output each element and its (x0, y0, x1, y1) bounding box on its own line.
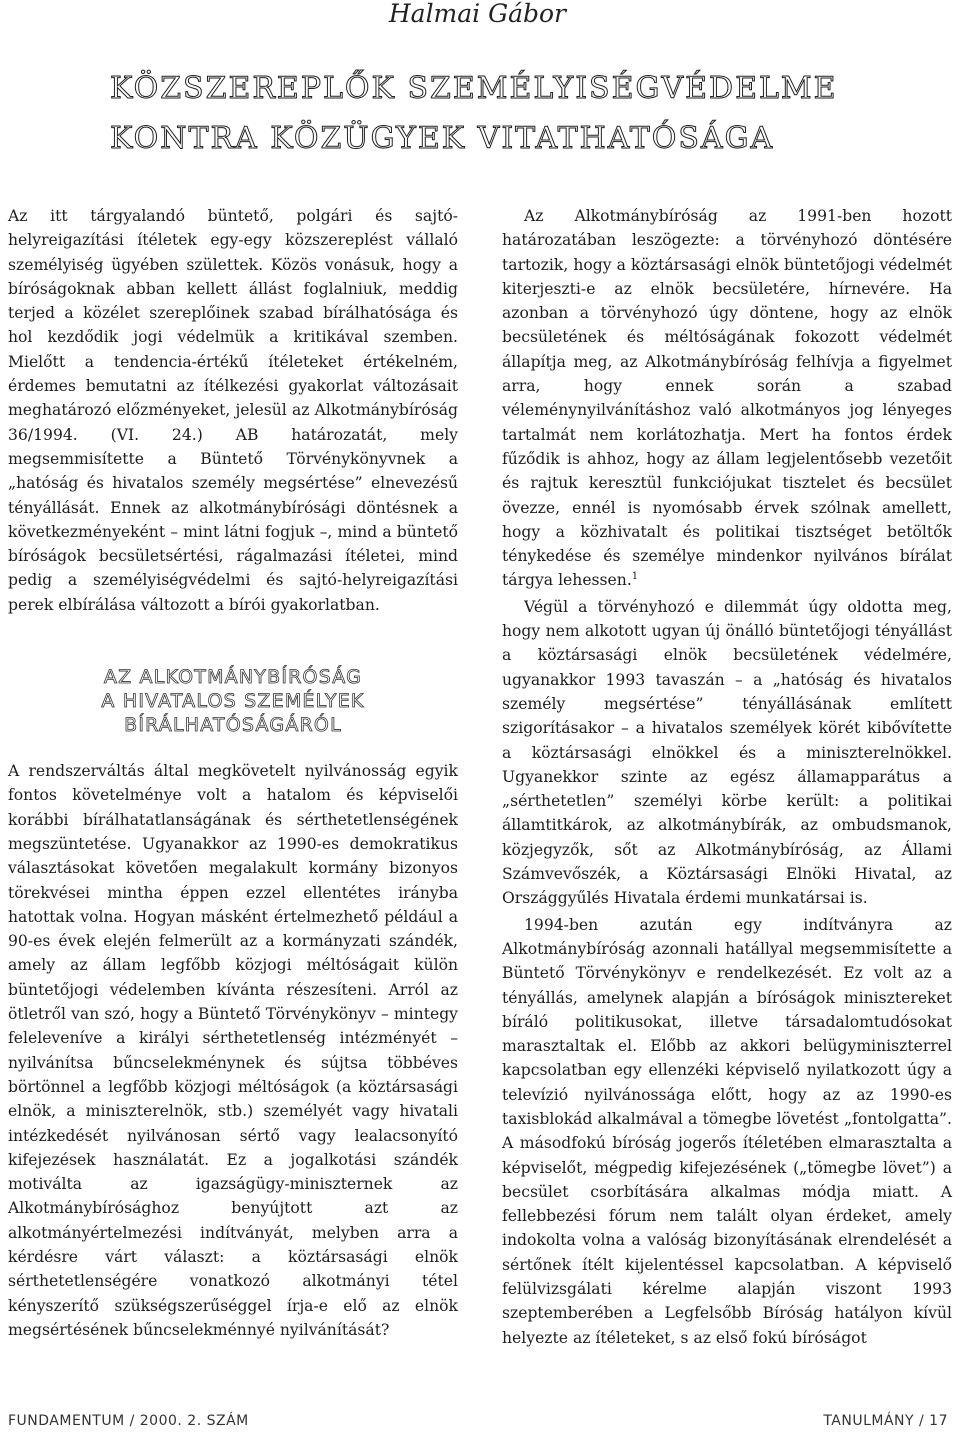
title-line-1: KÖZSZEREPLŐK SZEMÉLYISÉGVÉDELME (110, 71, 838, 106)
section-heading-line-2: A HIVATALOS SZEMÉLYEK (101, 690, 365, 713)
paragraph-1-text: Az Alkotmánybíróság az 1991-ben hozott határozatában leszögezte: a törvényhozó döntésére tartozik, hogy a köztársasági elnök büntetőjogi védelmét kiterjeszti-e az elnök becsületére, hírnevére. Ha azonban a törvényhozó úgy döntene, hogy az elnök becsületének és méltóságának fokozott védelmét állapítja meg, az Alkotmánybíróság felhívja a figyelmet arra, hogy ennek során a szabad véleménynyilvánításhoz való alkotmányos jog lényeges tartalmát nem korlátozhatja. Mert ha fontos érdek fűződik is ahhoz, hogy az állam legjelentősebb vezetőit és rajtuk keresztül funkciójukat tisztelet és becsület övezze, ennél is nyomósabb érvek szólnak amellett, hogy a közhivatalt és politikai tisztséget betöltők ténykedése és személye mindenkor nyilvános bírálat tárgya lehessen. (502, 207, 952, 590)
left-column (8, 204, 458, 1342)
intro-paragraph: Az itt tárgyalandó büntető, polgári és sajtó-helyreigazítási ítéletek egy-egy közszereplést vállaló személyiség ügyében születtek. Közös vonásuk, hogy a bíróságoknak abban kellett állást foglalniuk, meddig terjed a közélet szereplőinek szabad bírálhatósága és hol kezdődik jogi védelmük a kritikával szemben. Mielőtt a tendencia-értékű ítéleteket értékelném, érdemes bemutatni az ítélkezési gyakorlat változásait meghatározó előzményeket, jelesül az Alkotmánybíróság 36/1994. (VI. 24.) AB határozatát, mely megsemmisítette a Büntető Törvénykönyvnek a „hatóság és hivatalos személy megsértése” elnevezésű tényállását. Ennek az alkotmánybírósági döntésnek a következményeként – mint látni fogjuk –, mind a büntető bíróságok becsületsértési, rágalmazási ítéletei, mind pedig a személyiségvédelmi és sajtó-helyreigazítási perek elbírálása változott a bírói gyakorlatban. (8, 207, 458, 614)
section-heading-line-3: BÍRÁLHATÓSÁGÁRÓL (124, 714, 342, 737)
author-name: Halmai Gábor (388, 0, 566, 28)
right-column (502, 204, 952, 1350)
body-paragraph: A rendszerváltás által megkövetelt nyilvánosság egyik fontos követelménye volt a hatalom és képviselői korábbi bírálhatatlanságának és sérthetetlenségének megszüntetése. Ugyanakkor az 1990-es demokratikus választásokat követően megalakult kormány bizonyos törekvései mintha éppen ezzel ellentétes irányba hatottak volna. Hogyan másként értelmezhető például a 90-es évek elején felmerült az a kormányzati szándék, amely az állam legfőbb közjogi méltóságait külön büntetőjogi védelemben kívánta részesíteni. Arról az ötletről van szó, hogy a Büntető Törvénykönyv – mintegy feleleveníve a királyi sérthetetlenség intézményét – nyilvánítsa bűncselekménynek és sújtsa többéves börtönnel a legfőbb közjogi méltóságok (a köztársasági elnök, a miniszterelnök, stb.) személyét vagy hivatali intézkedését nyilvánosan sértő vagy lealacsonyító kifejezések használatát. Ez a jogalkotási szándék motiválta az igazságügy-miniszternek az Alkotmánybírósághoz benyújtott azt az alkotmányértelmezési indítványát, melyben arra a kérdésre várt választ: a köztársasági elnök sérthetetlenségére vonatkozó alkotmányi tétel kényszerítő szükségszerűséggel írja-e elő az elnök megsértésének bűncselekménnyé nyilvánítását? (8, 762, 458, 1339)
section-heading-line-1: AZ ALKOTMÁNYBÍRÓSÁG (103, 666, 363, 689)
page-number-footer: TANULMÁNY / 17 (823, 1413, 948, 1429)
article-title (110, 64, 910, 164)
paragraph-3: 1994-ben azután egy indítványra az Alkotmánybíróság azonnali hatállyal megsemmisítette a Büntető Törvénykönyv e rendelkezését. Ez volt az a tényállás, amelynek alapján a bíróságok minisztereket bíráló politikusokat, illetve társadalomtudósokat marasztaltak el. Előbb az akkori belügyminiszterrel kapcsolatban egy ellenzéki képviselő nyilatkozott úgy a televízió nyilvánossága előtt, hogy az az 1990-es taxisblokád alkalmával a tömegbe lövetést „fontolgatta”. A másodfokú bíróság jogerős ítéletében elmarasztalta a képviselőt, mégpedig kifejezésének („tömegbe lövet”) a becsület csorbítására alkalmas módja miatt. A fellebbezési fórum nem talált olyan érdeket, amely indokolta volna a valóság bizonyításának elrendelését a sértőnek ítélt kijelentéssel kapcsolatban. A képviselő felülvizsgálati kérelme alapján viszont 1993 szeptemberében a Legfelsőbb Bíróság hatályon kívül helyezte az ítéleteket, s az első fokú bíróságot (502, 915, 952, 1347)
section-heading (8, 665, 458, 737)
paragraph-1 (502, 204, 952, 593)
title-line-2: KONTRA KÖZÜGYEK VITATHATÓSÁGA (110, 121, 775, 156)
footnote-marker: 1 (631, 571, 639, 583)
paragraph-2: Végül a törvényhozó e dilemmát úgy oldotta meg, hogy nem alkotott ugyan új önálló büntetőjogi tényállást a köztársasági elnök becsületének védelmére, ugyanakkor 1993 tavaszán – a „hatóság és hivatalos személy megsértése” tényállásának említett szigorításakor – a hivatalos személyek körét kibővítette a köztársasági elnökkel és a miniszterelnökkel. Ugyanekkor szinte az egész államapparátus a „sérthetetlen” személyi körbe került: a politikai államtitkárok, az alkotmánybírák, az ombudsmanok, közjegyzők, sőt az Alkotmánybíróság, az Állami Számvevőszék, a Köztársasági Elnöki Hivatal, az Országgyűlés Hivatala érdemi munkatársai is. (502, 597, 952, 908)
journal-footer: FUNDAMENTUM / 2000. 2. SZÁM (8, 1413, 249, 1429)
